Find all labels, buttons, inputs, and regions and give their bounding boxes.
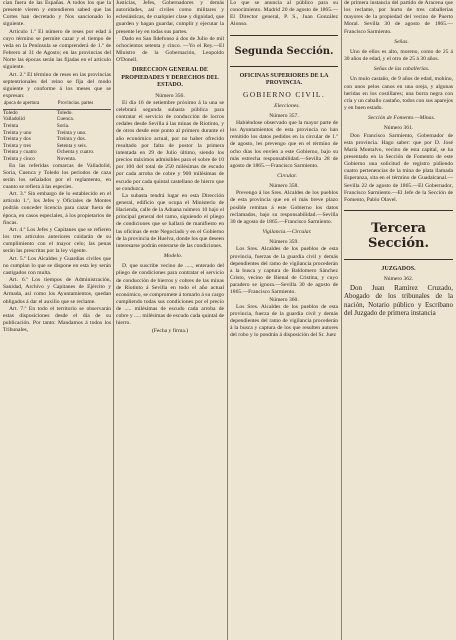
notice-number: Número 361. xyxy=(383,125,414,132)
section-banner xyxy=(344,210,453,260)
table-header: Provincias. partes xyxy=(57,100,111,109)
column-2 xyxy=(116,0,224,640)
paragraph: Justicias, Jefes, Gobernadores y demás autoridades, así civiles como militares y eclesiásticas, de cualquier clase y dignidad, que guarden y hagan guardar, cumplir y ejecutar la presente ley en todas sus partes. xyxy=(116,0,224,35)
subheading: Elecciones. xyxy=(274,102,300,109)
notice-number: Número 359. xyxy=(269,239,299,246)
column-4 xyxy=(344,0,453,640)
table-row: Valladolid Cuenca. xyxy=(3,116,75,123)
paragraph: Uno de ellos es alto, moreno, como de 25 á 30 años de edad, y el otro de 25 á 30 años. xyxy=(344,48,453,63)
section-heading: JUZGADOS. xyxy=(381,266,416,273)
paragraph: Prevengo á los Sres. Alcaldes de los pueblos de esta provincia que en el más breve plazo posible remitan á este Gobierno los datos reclamados, bajo su responsabilidad.—Sevilla 30 de agosto de 1865.—Francisco Sarmiento. xyxy=(230,190,338,225)
paragraph: de primera instancia del partido de Aracena que los reclame, por hurto de tres caballerías mayores de la propiedad del vecino de Puerto Moral. Sevilla 30 de agosto de 1865.—Francisco Sarmiento. xyxy=(344,0,453,35)
column-3 xyxy=(230,0,338,640)
paragraph: D. que suscribe vecino de ....., enterado del pliego de condiciones para contratar el servicio de conducción de hierros y cobres de las minas de Riotinto á Sevilla en todo el año actual económico, se compromete á tomarlo á su cargo cumpliendo todas sus condiciones por el precio de ..... milésimas de escudo cada arroba de cobre y ..... milésimas de escudo cada quintal de hierro. xyxy=(116,263,224,327)
paragraph: Un mulo castaño, de 9 años de edad, mohíno, con unos pelos canos en una oreja, y algunas heridas en los costillares; una burra negra con cría y un caballo castaño, todos con sus aparejos y en buen estado. xyxy=(344,76,453,112)
notice-number: Número 358. xyxy=(269,183,299,190)
signature-line: (Fecha y firma.) xyxy=(151,327,189,334)
section-title: Tercera Sección. xyxy=(367,221,430,252)
paragraph: Art. 2.º El término de reses en las provincias septentrionales del reino se fija del modo siguiente y conforme á los meses que se expresan: xyxy=(3,71,111,100)
table-row: Toledo Toledo. xyxy=(3,109,73,116)
notice-number: Número 360. xyxy=(269,296,299,303)
table-row: Treinta Soria. xyxy=(3,122,70,129)
paragraph: Art. 3.º Sin embargo de lo establecido en el artículo 1.º, los Jefes y Oficiales de Montes podrán conceder licencia para cazar fuera de época, en casos especiales, á los propietarios de fincas. xyxy=(3,191,111,226)
paragraph: Artículo 1.º El número de reses por edad á cuyo término se permite cazar y el tiempo de veda en la Península se comprenderá de 1.º de Febrero al 31 de Agosto; en las provincias del Norte las épocas serán las fijadas en el artículo siguiente. xyxy=(3,28,111,71)
column-rule xyxy=(341,0,342,640)
table-row: Treinta y uno Treinta y uno. xyxy=(3,129,87,136)
paragraph: Art. 4.º Los Jefes y Capitanes que se refieren los tres artículos anteriores cuidarán de su cumplimiento con el mayor celo; las penas serán las prescritas por la ley vigente. xyxy=(3,226,111,255)
paragraph: El día 16 de setiembre próximo á la una se celebrará segunda subasta pública para contratar el servicio de conducción de locros cedales desde Sevilla á las minas de Riotinto, y de otros desde este punto al primero durante el año económico actual, por no haber ofrecido resultado por falta de postor la primera intentada en 29 de Julio último, siendo los precios máximos admisibles para el sobre de 10 por 100 del total de 250 milésimas de escudo por cada arroba de cobre y 900 milésimas de escudo por cada quintal castellano de hierro que se conduzca. xyxy=(116,99,224,192)
paragraph: Los Sres. Alcaldes de los pueblos de esta provincia, fuerza de la guardia civil y demás dependientes del ramo de vigilancia procederán á la busca y captura de los que resulten autores del robo y lo pondrán á disposición del Sr. Juez xyxy=(230,303,338,339)
table-header: ápoca de apertura xyxy=(3,100,57,109)
paragraph: En las referidas comarcas de Valladolid, Soria, Cuenca y Toledo los periodos de caza serán los señalados por el reglamento, en cuanto se refiera á las especies. xyxy=(3,162,111,190)
paragraph: Don Juan Ramírez Cruzado, Abogado de los tribunales de la nación, Notario público y Escribano del Juzgado de primera instancia xyxy=(344,283,453,318)
notice-number: Número 362. xyxy=(383,276,414,283)
section-heading: GOBIERNO CIVIL. xyxy=(243,90,325,100)
paragraph: Habiéndose observado que la mayor parte de los Ayuntamientos de esta provincia no han remitido los datos pedidos en la circular de 1.º de agosto, les prevengo que en el término de ocho días los envíen a este Gobierno, bajo su más estrecha responsabilidad.—Sevilla 28 de agosto de 1865.—Francisco Sarmiento. xyxy=(230,119,338,169)
table-row: Treinta y cuatro Ochenta y cuatro. xyxy=(3,149,95,156)
paragraph: La subasta tendrá lugar en esta Dirección general, edificio que ocupa el Ministerio de Hacienda, calle de la Aduana número 10 bajo el principal general del ramo, siguiendo el pliego de condiciones que se hallará de manifiesto en las oficinas de este Negociado y en el Gobierno de la provincia de Huelva, donde los que deseen interesarse podrán enterarse de las condiciones. xyxy=(116,192,224,249)
section-title: Segunda Sección. xyxy=(234,45,334,57)
paragraph: Lo que se anuncia al público para su conocimiento. Madrid 20 de agosto de 1865.—El Director general, P. S., Juan González Alonso. xyxy=(230,0,338,28)
section-heading: OFICINAS SUPERIORES DE LA PROVINCIA. xyxy=(239,72,329,87)
table-row: Treinta y tres Setenta y seis. xyxy=(3,142,87,149)
paragraph: Art. 5.º Los Alcaldes y Guardias civiles que no cumplan lo que se dispone en esta ley serán castigados con multa. xyxy=(3,255,111,276)
subheading: Señas de las caballerías. xyxy=(373,66,430,73)
paragraph: cian fuera de las Españas. A todos los que la presente vieren y entendieren sabed que las Cortes han decretado y Nos sancionado lo siguiente. xyxy=(3,0,111,28)
section-heading: DIRECCION GENERAL DE PROPIEDADES Y DERECHOS DEL ESTADO. xyxy=(121,67,219,89)
paragraph: Art. 6.º Los tiempos de Administración, Sanidad, Archivo y Capitanes de Ejército y Armada, así como los Ayuntamientos, quedan obligados á dar el auxilio que se reclame. xyxy=(3,277,111,305)
subheading: Vigilancia.—Circular. xyxy=(262,229,312,236)
table-row: Treinta y dos Treinta y dos. xyxy=(3,136,86,143)
paragraph: Dado en San Ildefonso á dos de Julio de mil ochocientos setenta y cinco. —Yo el Rey.—El Ministro de la Gobernación, Leopoldo O'Donell. xyxy=(116,35,224,64)
paragraph: Art. 7.º En todo el territorio se observarán estas disposiciones desde el día de su publicación. Por tanto: Mandamos á todos los Tribunales, xyxy=(3,305,111,334)
section-banner xyxy=(230,35,338,67)
subheading: Señas. xyxy=(394,38,409,45)
paragraph: Don Francisco Sarmiento, Gobernador de esta provincia. Hago saber: que por D. José María Montalvo, vecino de esta capital, se ha presentado en la Sección de Fomento de este Gobierno una solicitud de registro pidiendo cuatro pertenencias de la mina de plata llamada Esperanza, sita en el término de Guadalcanal.—Sevilla 22 de agosto de 1865.—El Gobernador, Francisco Sarmiento.—El Jefe de la Sección de Fomento, Pablo Olavel. xyxy=(344,132,453,203)
column-rule xyxy=(227,0,228,640)
notice-number: Número 356. xyxy=(155,92,185,99)
table-row: Treinta y cinco Noventa. xyxy=(3,155,77,162)
column-rule xyxy=(113,0,114,640)
subheading: Modelo. xyxy=(163,253,183,260)
seasons-table xyxy=(3,100,111,162)
paragraph: Los Sres. Alcaldes de los pueblos de esta provincia, fuerzas de la guardia civil y demás dependientes del ramo de vigilancia procederán a la busca y captura de Baldomero Sánchez Cristo, vecino de Bienal de Cristina, y cuyo paradero se ignora.—Sevilla 30 de agosto de 1865.—Francisco Sarmiento. xyxy=(230,246,338,296)
notice-number: Número 357. xyxy=(269,112,299,119)
subheading: Circular. xyxy=(277,173,297,179)
column-1 xyxy=(3,0,111,640)
subheading: Sección de Fomento.—Minas. xyxy=(367,115,436,122)
